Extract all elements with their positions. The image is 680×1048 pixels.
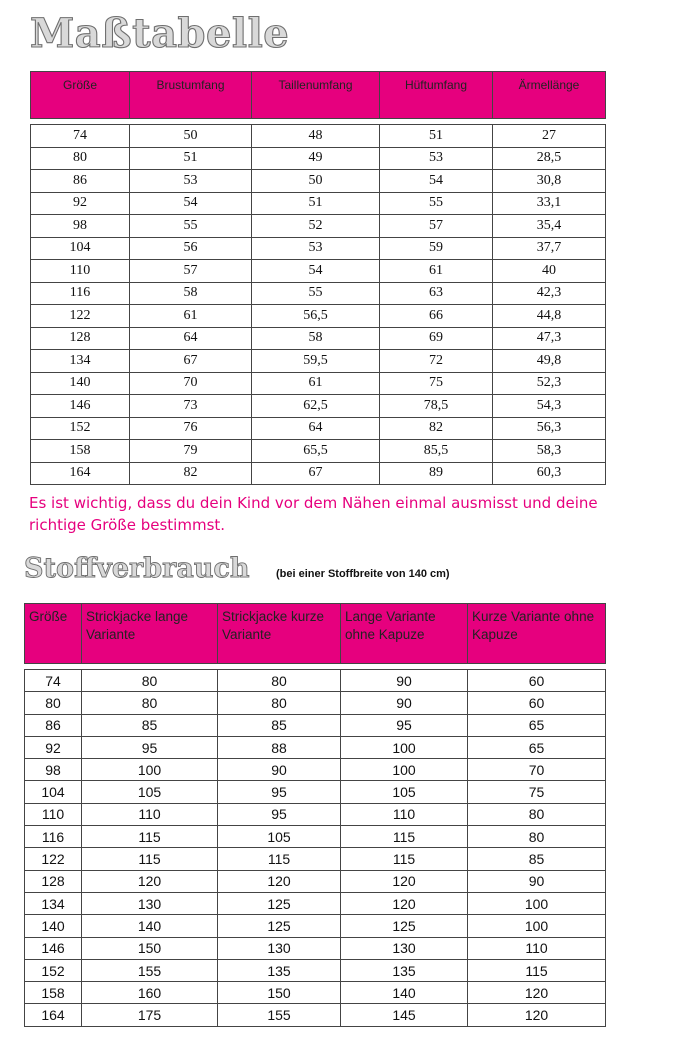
size-chart-cell: 56 bbox=[130, 237, 252, 260]
table-row bbox=[31, 440, 606, 463]
table-row bbox=[31, 192, 606, 215]
size-chart-cell: 73 bbox=[130, 395, 252, 418]
size-chart-cell: 64 bbox=[130, 327, 252, 350]
fabric-usage-table bbox=[24, 603, 606, 1027]
size-chart-cell: 54 bbox=[380, 170, 493, 193]
size-chart-cell: 66 bbox=[380, 305, 493, 328]
size-chart-cell: 27 bbox=[493, 125, 606, 148]
size-chart-cell: 30,8 bbox=[493, 170, 606, 193]
size-chart-cell: 42,3 bbox=[493, 282, 606, 305]
size-chart-cell: 54 bbox=[130, 192, 252, 215]
size-chart-cell: 50 bbox=[252, 170, 380, 193]
size-chart-cell: 55 bbox=[380, 192, 493, 215]
fabric-usage-cell: 115 bbox=[218, 848, 341, 870]
fabric-usage-cell: 158 bbox=[25, 982, 82, 1004]
fabric-usage-cell: 122 bbox=[25, 848, 82, 870]
fabric-usage-cell: 115 bbox=[341, 826, 468, 848]
table-row bbox=[25, 759, 606, 781]
fabric-usage-cell: 100 bbox=[468, 915, 606, 937]
size-chart-cell: 79 bbox=[130, 440, 252, 463]
fabric-usage-cell: 80 bbox=[218, 692, 341, 714]
size-chart-cell: 65,5 bbox=[252, 440, 380, 463]
size-chart-cell: 53 bbox=[252, 237, 380, 260]
size-chart-header-cell: Taillenumfang bbox=[252, 72, 380, 119]
fabric-usage-cell: 140 bbox=[341, 982, 468, 1004]
size-chart-cell: 116 bbox=[31, 282, 130, 305]
table-row bbox=[31, 305, 606, 328]
fabric-usage-cell: 74 bbox=[25, 670, 82, 692]
fabric-usage-cell: 110 bbox=[341, 803, 468, 825]
fabric-usage-cell: 65 bbox=[468, 714, 606, 736]
fabric-usage-cell: 175 bbox=[82, 1004, 218, 1026]
fabric-usage-cell: 100 bbox=[341, 759, 468, 781]
fabric-usage-cell: 100 bbox=[468, 892, 606, 914]
size-chart-cell: 51 bbox=[130, 147, 252, 170]
table-row bbox=[31, 395, 606, 418]
fabric-usage-cell: 135 bbox=[341, 959, 468, 981]
fabric-usage-cell: 88 bbox=[218, 736, 341, 758]
size-chart-cell: 122 bbox=[31, 305, 130, 328]
size-chart-header-cell: Brustumfang bbox=[130, 72, 252, 119]
size-chart-cell: 69 bbox=[380, 327, 493, 350]
fabric-usage-cell: 60 bbox=[468, 692, 606, 714]
fabric-usage-cell: 115 bbox=[82, 826, 218, 848]
size-chart-cell: 67 bbox=[130, 350, 252, 373]
size-chart-cell: 37,7 bbox=[493, 237, 606, 260]
table-row bbox=[31, 125, 606, 148]
size-chart-cell: 58,3 bbox=[493, 440, 606, 463]
size-chart-cell: 82 bbox=[380, 417, 493, 440]
fabric-usage-cell: 120 bbox=[341, 892, 468, 914]
fabric-usage-cell: 160 bbox=[82, 982, 218, 1004]
size-chart-cell: 54 bbox=[252, 260, 380, 283]
fabric-usage-cell: 65 bbox=[468, 736, 606, 758]
table-row bbox=[31, 372, 606, 395]
size-chart-cell: 56,5 bbox=[252, 305, 380, 328]
fabric-usage-cell: 104 bbox=[25, 781, 82, 803]
fabric-usage-cell: 80 bbox=[25, 692, 82, 714]
fabric-width-note: (bei einer Stoffbreite von 140 cm) bbox=[276, 568, 450, 580]
fabric-usage-cell: 85 bbox=[468, 848, 606, 870]
size-chart-cell: 35,4 bbox=[493, 215, 606, 238]
fabric-usage-cell: 146 bbox=[25, 937, 82, 959]
size-chart-cell: 56,3 bbox=[493, 417, 606, 440]
table-row bbox=[25, 959, 606, 981]
fabric-usage-cell: 115 bbox=[468, 959, 606, 981]
fabric-usage-cell: 110 bbox=[82, 803, 218, 825]
fabric-usage-cell: 85 bbox=[218, 714, 341, 736]
fabric-usage-header-cell: Lange Variante ohne Kapuze bbox=[341, 604, 468, 664]
fabric-usage-cell: 120 bbox=[82, 870, 218, 892]
table-row bbox=[31, 170, 606, 193]
fabric-usage-cell: 116 bbox=[25, 826, 82, 848]
fabric-usage-cell: 95 bbox=[82, 736, 218, 758]
size-chart-header-row bbox=[31, 72, 606, 119]
table-row bbox=[25, 714, 606, 736]
size-chart-cell: 140 bbox=[31, 372, 130, 395]
size-chart-cell: 33,1 bbox=[493, 192, 606, 215]
fabric-usage-title: Stoffverbrauch bbox=[24, 553, 250, 584]
fabric-usage-cell: 110 bbox=[25, 803, 82, 825]
size-chart-cell: 47,3 bbox=[493, 327, 606, 350]
size-chart-cell: 61 bbox=[130, 305, 252, 328]
size-chart-cell: 53 bbox=[380, 147, 493, 170]
size-chart-cell: 58 bbox=[252, 327, 380, 350]
size-chart-cell: 57 bbox=[130, 260, 252, 283]
fabric-usage-cell: 70 bbox=[468, 759, 606, 781]
fabric-usage-cell: 115 bbox=[341, 848, 468, 870]
table-row bbox=[31, 350, 606, 373]
fabric-usage-cell: 130 bbox=[82, 892, 218, 914]
size-chart-cell: 64 bbox=[252, 417, 380, 440]
fabric-usage-header-cell: Größe bbox=[25, 604, 82, 664]
fabric-usage-cell: 98 bbox=[25, 759, 82, 781]
size-chart-cell: 128 bbox=[31, 327, 130, 350]
table-row bbox=[31, 462, 606, 485]
size-chart-cell: 50 bbox=[130, 125, 252, 148]
fabric-usage-cell: 85 bbox=[82, 714, 218, 736]
size-chart-cell: 53 bbox=[130, 170, 252, 193]
fabric-usage-cell: 105 bbox=[82, 781, 218, 803]
size-chart-cell: 74 bbox=[31, 125, 130, 148]
table-row bbox=[25, 1004, 606, 1026]
size-chart-cell: 104 bbox=[31, 237, 130, 260]
fabric-usage-cell: 140 bbox=[25, 915, 82, 937]
fabric-usage-cell: 60 bbox=[468, 670, 606, 692]
size-chart-cell: 164 bbox=[31, 462, 130, 485]
fabric-usage-cell: 120 bbox=[218, 870, 341, 892]
size-chart-cell: 134 bbox=[31, 350, 130, 373]
size-chart-header-cell: Ärmellänge bbox=[493, 72, 606, 119]
table-row bbox=[31, 147, 606, 170]
fabric-usage-cell: 80 bbox=[82, 692, 218, 714]
size-chart-cell: 44,8 bbox=[493, 305, 606, 328]
table-row bbox=[25, 892, 606, 914]
fabric-usage-cell: 125 bbox=[218, 892, 341, 914]
fabric-usage-cell: 100 bbox=[82, 759, 218, 781]
size-chart-cell: 49 bbox=[252, 147, 380, 170]
size-chart-cell: 61 bbox=[252, 372, 380, 395]
size-chart-cell: 78,5 bbox=[380, 395, 493, 418]
size-chart-cell: 85,5 bbox=[380, 440, 493, 463]
fabric-usage-header-cell: Kurze Variante ohne Kapuze bbox=[468, 604, 606, 664]
size-chart-cell: 48 bbox=[252, 125, 380, 148]
size-chart-cell: 80 bbox=[31, 147, 130, 170]
size-chart-title: Maßtabelle bbox=[30, 10, 290, 57]
size-chart-cell: 49,8 bbox=[493, 350, 606, 373]
size-chart-cell: 57 bbox=[380, 215, 493, 238]
size-chart-cell: 61 bbox=[380, 260, 493, 283]
table-row bbox=[31, 215, 606, 238]
fabric-usage-cell: 110 bbox=[468, 937, 606, 959]
fabric-usage-cell: 115 bbox=[82, 848, 218, 870]
table-row bbox=[25, 692, 606, 714]
size-chart-cell: 54,3 bbox=[493, 395, 606, 418]
table-row bbox=[25, 870, 606, 892]
size-chart-cell: 152 bbox=[31, 417, 130, 440]
fabric-usage-cell: 140 bbox=[82, 915, 218, 937]
size-chart-cell: 75 bbox=[380, 372, 493, 395]
fabric-usage-cell: 95 bbox=[341, 714, 468, 736]
size-chart-cell: 55 bbox=[252, 282, 380, 305]
fabric-usage-cell: 130 bbox=[341, 937, 468, 959]
size-chart-cell: 70 bbox=[130, 372, 252, 395]
table-row bbox=[25, 826, 606, 848]
fabric-usage-cell: 152 bbox=[25, 959, 82, 981]
size-chart-cell: 67 bbox=[252, 462, 380, 485]
table-row bbox=[31, 417, 606, 440]
fabric-usage-header-cell: Strickjacke lange Variante bbox=[82, 604, 218, 664]
table-row bbox=[31, 327, 606, 350]
size-chart-cell: 52 bbox=[252, 215, 380, 238]
fabric-usage-cell: 105 bbox=[218, 826, 341, 848]
size-chart-cell: 76 bbox=[130, 417, 252, 440]
size-chart-cell: 51 bbox=[380, 125, 493, 148]
size-chart-cell: 110 bbox=[31, 260, 130, 283]
table-row bbox=[25, 937, 606, 959]
size-chart-cell: 158 bbox=[31, 440, 130, 463]
table-row bbox=[25, 848, 606, 870]
fabric-usage-cell: 80 bbox=[468, 803, 606, 825]
size-chart-cell: 58 bbox=[130, 282, 252, 305]
fabric-usage-cell: 90 bbox=[218, 759, 341, 781]
fabric-usage-cell: 120 bbox=[341, 870, 468, 892]
fabric-usage-cell: 90 bbox=[341, 670, 468, 692]
fabric-usage-cell: 95 bbox=[218, 781, 341, 803]
size-chart-cell: 62,5 bbox=[252, 395, 380, 418]
size-chart-cell: 86 bbox=[31, 170, 130, 193]
size-chart-cell: 59,5 bbox=[252, 350, 380, 373]
fabric-usage-cell: 120 bbox=[468, 1004, 606, 1026]
fabric-usage-cell: 105 bbox=[341, 781, 468, 803]
fabric-usage-body bbox=[25, 664, 606, 1027]
fabric-usage-cell: 145 bbox=[341, 1004, 468, 1026]
fabric-usage-cell: 155 bbox=[82, 959, 218, 981]
table-row bbox=[25, 803, 606, 825]
fabric-usage-cell: 125 bbox=[218, 915, 341, 937]
size-chart-cell: 40 bbox=[493, 260, 606, 283]
fabric-usage-cell: 75 bbox=[468, 781, 606, 803]
measure-note: Es ist wichtig, dass du dein Kind vor dem Nähen einmal ausmisst und deine richtige Größe bestimmst. bbox=[29, 494, 598, 534]
table-row bbox=[31, 260, 606, 283]
size-chart-cell: 28,5 bbox=[493, 147, 606, 170]
size-chart-cell: 146 bbox=[31, 395, 130, 418]
fabric-usage-cell: 150 bbox=[82, 937, 218, 959]
table-row bbox=[25, 781, 606, 803]
fabric-usage-header-row bbox=[25, 604, 606, 664]
fabric-usage-cell: 128 bbox=[25, 870, 82, 892]
size-chart-cell: 89 bbox=[380, 462, 493, 485]
size-chart-cell: 82 bbox=[130, 462, 252, 485]
size-chart-cell: 72 bbox=[380, 350, 493, 373]
fabric-usage-cell: 92 bbox=[25, 736, 82, 758]
size-chart-table bbox=[30, 71, 606, 485]
table-row bbox=[25, 736, 606, 758]
size-chart-cell: 59 bbox=[380, 237, 493, 260]
table-row bbox=[31, 282, 606, 305]
fabric-usage-cell: 134 bbox=[25, 892, 82, 914]
fabric-usage-cell: 80 bbox=[468, 826, 606, 848]
size-chart-cell: 98 bbox=[31, 215, 130, 238]
size-chart-cell: 52,3 bbox=[493, 372, 606, 395]
fabric-usage-cell: 164 bbox=[25, 1004, 82, 1026]
fabric-usage-cell: 130 bbox=[218, 937, 341, 959]
table-row bbox=[31, 237, 606, 260]
fabric-usage-cell: 86 bbox=[25, 714, 82, 736]
fabric-usage-cell: 155 bbox=[218, 1004, 341, 1026]
fabric-usage-cell: 95 bbox=[218, 803, 341, 825]
table-row bbox=[25, 915, 606, 937]
fabric-usage-cell: 80 bbox=[218, 670, 341, 692]
size-chart-cell: 55 bbox=[130, 215, 252, 238]
table-row bbox=[25, 670, 606, 692]
size-chart-cell: 51 bbox=[252, 192, 380, 215]
size-chart-body bbox=[31, 119, 606, 485]
size-chart-header-cell: Hüftumfang bbox=[380, 72, 493, 119]
table-row bbox=[25, 982, 606, 1004]
fabric-usage-cell: 90 bbox=[341, 692, 468, 714]
fabric-usage-header-cell: Strickjacke kurze Variante bbox=[218, 604, 341, 664]
fabric-usage-cell: 80 bbox=[82, 670, 218, 692]
fabric-usage-cell: 135 bbox=[218, 959, 341, 981]
fabric-usage-cell: 125 bbox=[341, 915, 468, 937]
fabric-usage-cell: 100 bbox=[341, 736, 468, 758]
size-chart-header-cell: Größe bbox=[31, 72, 130, 119]
fabric-usage-cell: 90 bbox=[468, 870, 606, 892]
fabric-usage-cell: 120 bbox=[468, 982, 606, 1004]
fabric-usage-cell: 150 bbox=[218, 982, 341, 1004]
size-chart-cell: 92 bbox=[31, 192, 130, 215]
size-chart-cell: 60,3 bbox=[493, 462, 606, 485]
size-chart-cell: 63 bbox=[380, 282, 493, 305]
